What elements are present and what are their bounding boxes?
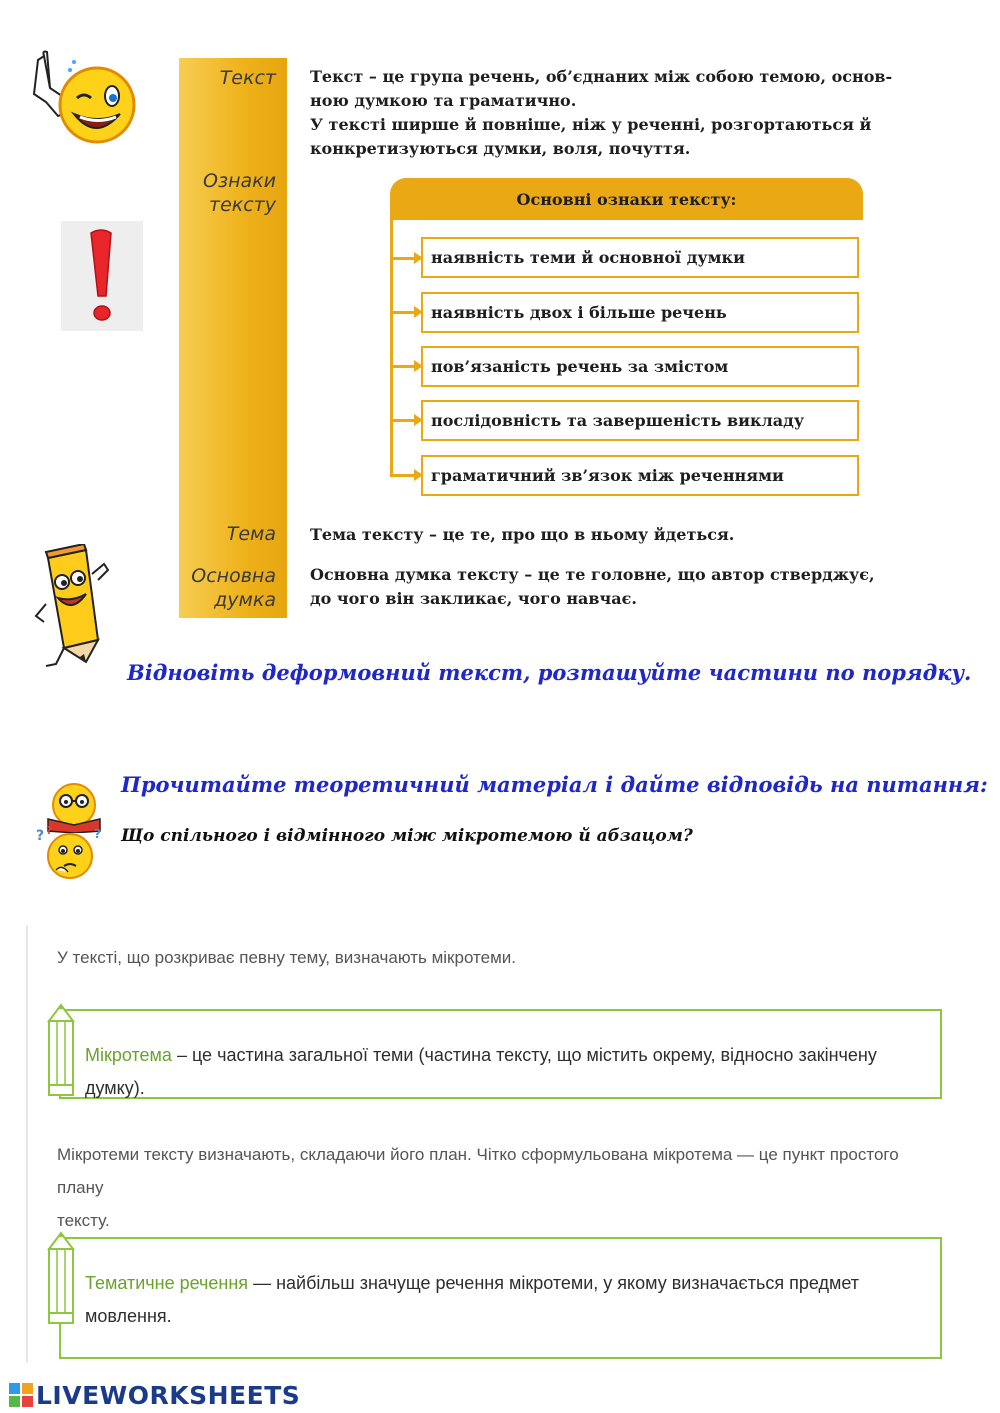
text-definition-line1: Текст – це група речень, об’єднаних між собою темою, основ- <box>310 67 893 86</box>
plan-line2: тексту. <box>57 1211 110 1230</box>
pencil-character-icon <box>34 544 114 668</box>
microtopic-term: Мікротема <box>85 1045 172 1065</box>
panel-plan-text <box>57 1138 947 1237</box>
feature-item: наявність двох і більше речень <box>421 292 859 333</box>
main-idea-line2: до чого він закликає, чого навчає. <box>310 589 637 608</box>
feature-item: послідовність та завершеність викладу <box>421 400 859 441</box>
features-arrow-icon <box>393 257 417 260</box>
liveworksheets-footer[interactable] <box>8 1380 300 1410</box>
text-definition <box>310 65 944 161</box>
microtopic-definition-text: – це частина загальної теми (частина тексту, що містить окрему, відносно закінчену думку). <box>85 1045 877 1098</box>
term-topic-label: Тема <box>226 523 276 545</box>
panel-left-rule <box>26 925 28 1363</box>
microtopic-definition-box <box>59 1009 942 1099</box>
term-main-idea-line1: Основна <box>191 565 276 587</box>
exclamation-icon <box>61 221 143 331</box>
feature-item: граматичний зв’язок між реченнями <box>421 455 859 496</box>
features-arrow-icon <box>393 365 417 368</box>
plan-line1: Мікротеми тексту визначають, складаючи його план. Чітко сформульована мікротема — це пункт простого плану <box>57 1145 899 1197</box>
thematic-line1 <box>85 1267 935 1300</box>
features-arrow-icon <box>393 474 417 477</box>
pencil-icon <box>43 1003 79 1103</box>
main-idea-definition <box>310 563 944 611</box>
task-restore-text: Відновіть деформовний текст, розташуйте частини по порядку. <box>127 660 972 685</box>
term-main-idea-label <box>191 564 276 612</box>
term-features-line1: Ознаки <box>203 170 276 192</box>
panel-intro: У тексті, що розкриває певну тему, визначають мікротеми. <box>57 948 516 967</box>
thinking-smiley-icon <box>34 824 106 884</box>
features-arrow-icon <box>393 311 417 314</box>
features-header: Основні ознаки тексту: <box>390 178 863 220</box>
text-definition-line4: конкретизуються думки, воля, почуття. <box>310 139 691 158</box>
text-definition-line2: ною думкою та граматично. <box>310 91 577 110</box>
topic-definition: Тема тексту – це те, про що в ньому йдеться. <box>310 525 735 544</box>
task-read-theory: Прочитайте теоретичний матеріал і дайте відповідь на питання: <box>121 772 988 797</box>
features-arrow-icon <box>393 419 417 422</box>
pencil-icon <box>43 1231 79 1331</box>
main-idea-line1: Основна думка тексту – це те головне, що автор стверджує, <box>310 565 875 584</box>
text-definition-line3: У тексті ширше й повніше, ніж у реченні, розгортаються й <box>310 115 872 134</box>
liveworksheets-brand: LIVEWORKSHEETS <box>36 1380 301 1410</box>
question-microtopic-paragraph: Що спільного і відмінного між мікротемою й абзацом? <box>121 826 693 846</box>
feature-item: пов’язаність речень за змістом <box>421 346 859 387</box>
svg-text:?: ? <box>94 827 101 841</box>
liveworksheets-logo-icon <box>8 1382 34 1408</box>
svg-text:?: ? <box>36 828 45 844</box>
thematic-line2: мовлення. <box>85 1306 172 1326</box>
term-main-idea-line2: думка <box>214 589 276 611</box>
thematic-definition-text: — найбільш значуще речення мікротеми, у якому визначається предмет <box>248 1273 859 1293</box>
winking-smiley-icon <box>24 50 139 150</box>
term-features-line2: тексту <box>209 194 276 216</box>
thematic-sentence-term: Тематичне речення <box>85 1273 249 1293</box>
thematic-sentence-box <box>59 1237 942 1359</box>
term-text-label: Текст <box>219 67 276 89</box>
term-features-label <box>203 169 276 217</box>
thematic-sentence-definition <box>85 1267 935 1333</box>
feature-item: наявність теми й основної думки <box>421 237 859 278</box>
svg-text:?: ? <box>46 824 53 837</box>
microtopic-definition <box>85 1039 935 1105</box>
